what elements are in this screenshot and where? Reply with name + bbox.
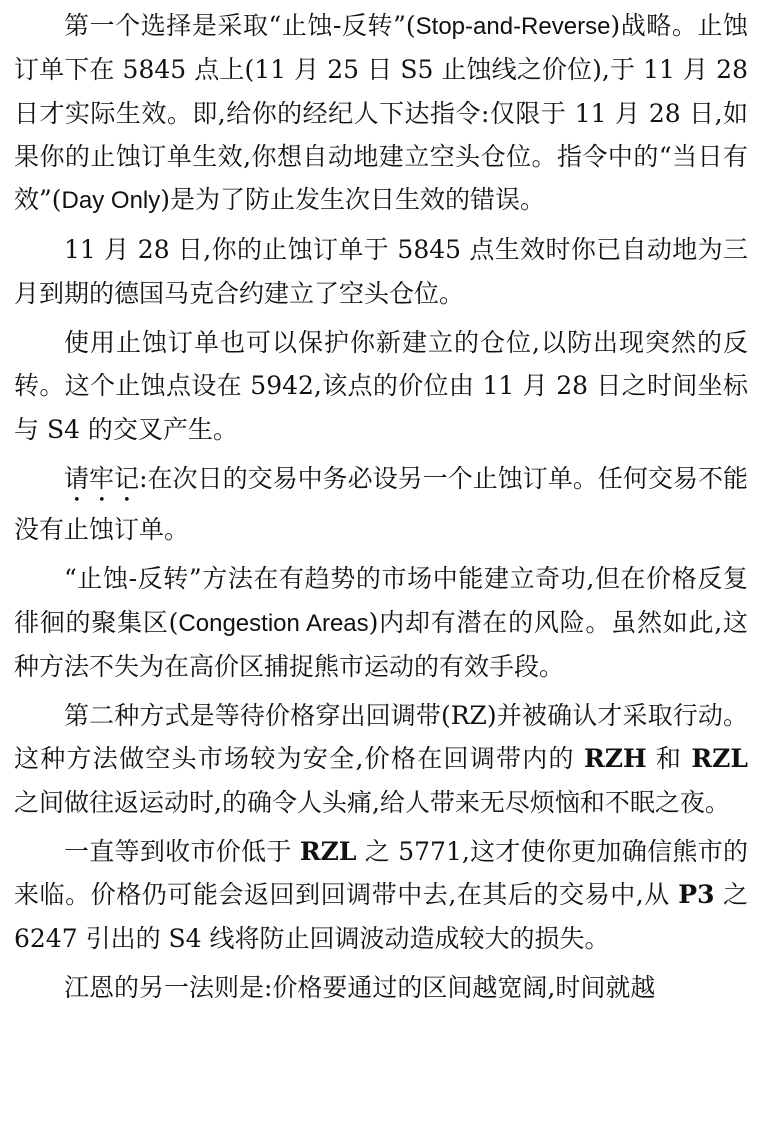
document-page [14, 4, 748, 1122]
paragraph-8 [14, 966, 748, 1009]
text-segment-bold: RZL [299, 837, 357, 867]
text-segment-latin: Stop-and-Reverse [415, 13, 611, 40]
paragraph-5 [14, 557, 748, 688]
text-segment: 之间做往返运动时,的确令人头痛,给人带来无尽烦恼和不眠之夜。 [14, 787, 730, 817]
text-segment-bold: RZH [584, 744, 647, 774]
text-segment: 第二种方式是等待价格穿出回调带(RZ)并被确认才采取行动。这种方法做空头市场较为安全,价格在回调带内的 [14, 701, 748, 774]
text-segment: 11 月 28 日,你的止蚀订单于 5845 点生效时你已自动地为三月到期的德国马克合约建立了空头仓位。 [14, 235, 748, 308]
text-segment: 江恩的另一法则是:价格要通过的区间越宽阔,时间就越 [64, 972, 656, 1002]
text-segment-bold: P3 [678, 880, 715, 910]
text-segment: 和 [646, 744, 692, 774]
text-segment: “止蚀-反转”方法在有趋势的市场中能建立奇功,但在价格反复徘徊的聚集区( [14, 564, 748, 637]
paragraph-1 [14, 4, 748, 222]
text-segment: )内却有潜在的风险。虽然如此,这种方法不失为在高价区捕捉熊市运动的有效手段。 [14, 607, 748, 681]
text-segment: 之 6247 引出的 S4 线将防止回调波动造成较大的损失。 [14, 880, 748, 953]
paragraph-3 [14, 321, 748, 451]
text-segment: :在次日的交易中务必设另一个止蚀订单。任何交易不能没有止蚀订单。 [14, 463, 748, 544]
text-segment: 第一个选择是采取“止蚀-反转”( [64, 11, 416, 40]
text-segment: )是为了防止发生次日生效的错误。 [160, 185, 546, 215]
paragraph-7 [14, 830, 748, 960]
text-segment: )战略。止蚀订单下在 5845 点上(11 月 25 日 S5 止蚀线之价位),于 11 月 28 日才实际生效。即,给你的经纪人下达指令:仅限于 11 月 28 日,如果你的止蚀订单生效,你想自动地建立空头仓位。指令中的“当日有效”( [14, 11, 748, 215]
text-segment-bold: RZL [691, 744, 748, 774]
emphasized-text: 请牢记 [64, 463, 140, 493]
paragraph-6 [14, 694, 748, 824]
text-segment-latin: Day Only [61, 187, 161, 215]
text-segment-latin: Congestion Areas [178, 609, 369, 637]
paragraph-4 [14, 457, 748, 551]
text-segment: 一直等到收市价低于 [64, 837, 300, 867]
text-segment: 使用止蚀订单也可以保护你新建立的仓位,以防出现突然的反转。这个止蚀点设在 5942,该点的价位由 11 月 28 日之时间坐标与 S4 的交叉产生。 [14, 328, 748, 444]
text-segment: 之 5771,这才使你更加确信熊市的来临。价格仍可能会返回到回调带中去,在其后的交易中,从 [14, 837, 748, 910]
paragraph-2 [14, 228, 748, 315]
